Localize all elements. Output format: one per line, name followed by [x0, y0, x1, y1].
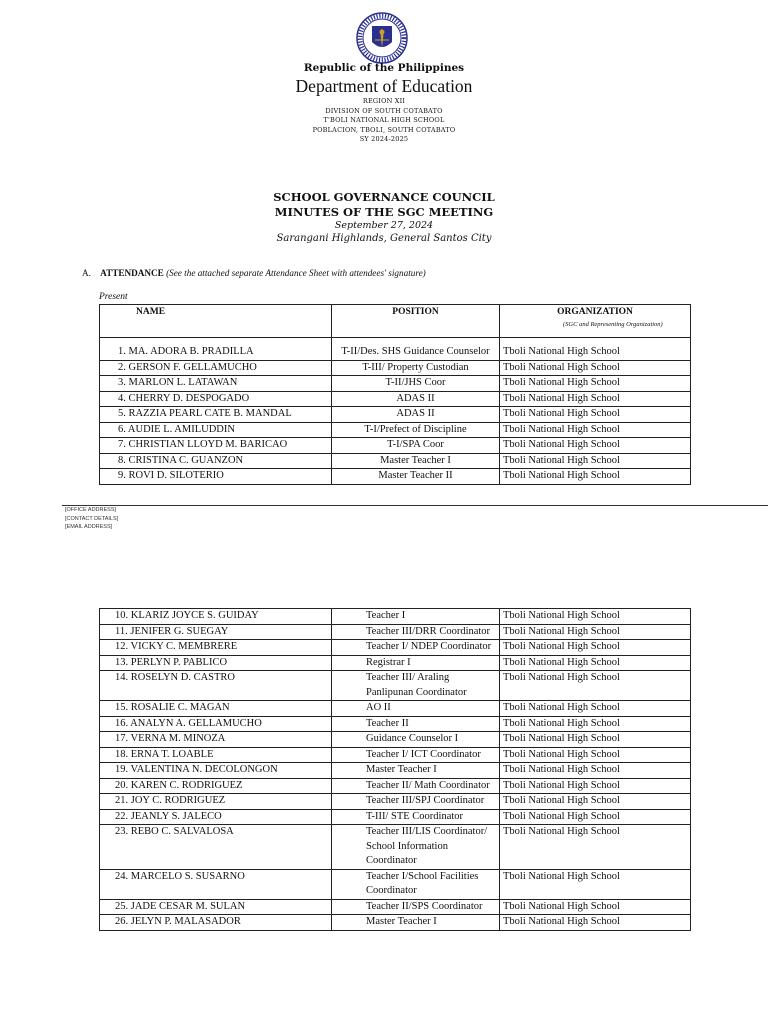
row-name-cell: 25. JADE CESAR M. SULAN [100, 899, 332, 915]
row-position-cell: ADAS II [332, 391, 500, 407]
table-row [100, 624, 691, 640]
school-year-line: SY 2024-2025 [359, 135, 409, 143]
table-row [100, 376, 691, 392]
row-position-cell: Teacher III/LIS Coordinator/ School Information Coordinator [332, 825, 500, 870]
row-position-cell: Teacher II/SPS Coordinator [332, 899, 500, 915]
row-organization-cell: Tboli National High School [500, 655, 691, 671]
row-organization-cell: Tboli National High School [500, 701, 691, 717]
row-position-cell: T-III/ Property Custodian [332, 360, 500, 376]
attendance-note: (See the attached separate Attendance Sheet with attendees' signature) [166, 268, 426, 278]
table-row [100, 869, 691, 899]
row-organization-cell: Tboli National High School [500, 763, 691, 779]
row-name-cell: 16. ANALYN A. GELLAMUCHO [100, 716, 332, 732]
row-organization-cell: Tboli National High School [500, 671, 691, 701]
row-organization-cell: Tboli National High School [500, 360, 691, 376]
row-name-cell: 10. KLARIZ JOYCE S. GUIDAY [100, 609, 332, 625]
row-name-cell: 13. PERLYN P. PABLICO [100, 655, 332, 671]
contact-details: [CONTACT DETAILS] [65, 515, 119, 522]
row-organization-cell: Tboli National High School [500, 609, 691, 625]
table-row [100, 899, 691, 915]
row-name-cell: 24. MARCELO S. SUSARNO [100, 869, 332, 899]
row-organization-cell: Tboli National High School [500, 732, 691, 748]
office-address: [OFFICE ADDRESS] [65, 507, 117, 513]
row-organization-cell: Tboli National High School [500, 809, 691, 825]
table-row [100, 809, 691, 825]
row-organization-cell: Tboli National High School [500, 869, 691, 899]
row-organization-cell: Tboli National High School [500, 747, 691, 763]
address-line: POBLACION, TBOLI, SOUTH COTABATO [312, 125, 456, 134]
present-label: Present [99, 292, 128, 302]
row-name-cell: 9. ROVI D. SILOTERIO [100, 469, 332, 485]
row-name-cell: 1. MA. ADORA B. PRADILLA [100, 338, 332, 361]
row-position-cell: Master Teacher I [332, 453, 500, 469]
table-row [100, 747, 691, 763]
row-name-cell: 3. MARLON L. LATAWAN [100, 376, 332, 392]
meeting-venue: Sarangani Highlands, General Santos City [276, 232, 492, 244]
row-position-cell: Registrar I [332, 655, 500, 671]
meeting-details [0, 220, 768, 245]
row-name-cell: 6. AUDIE L. AMILUDDIN [100, 422, 332, 438]
table-row [100, 655, 691, 671]
name-column-header: NAME [100, 305, 332, 338]
row-organization-cell: Tboli National High School [500, 899, 691, 915]
region-line: REGION XII [362, 97, 406, 105]
position-column-header: POSITION [332, 305, 500, 338]
row-position-cell: Teacher III/ Araling Panlipunan Coordinator [332, 671, 500, 701]
row-position-cell: Teacher I/ NDEP Coordinator [332, 640, 500, 656]
row-position-cell: Teacher I/School Facilities Coordinator [332, 869, 500, 899]
attendance-table-page2 [99, 608, 691, 931]
row-position-cell: T-III/ STE Coordinator [332, 809, 500, 825]
organization-header-label: ORGANIZATION [557, 307, 633, 317]
organization-header-sub: (SGC and Representing Organization) [563, 320, 663, 328]
row-organization-cell: Tboli National High School [500, 407, 691, 423]
row-position-cell: Teacher III/SPJ Coordinator [332, 794, 500, 810]
row-position-cell: Teacher I/ ICT Coordinator [332, 747, 500, 763]
table-row [100, 778, 691, 794]
school-line: T'BOLI NATIONAL HIGH SCHOOL [323, 116, 445, 124]
table-row [100, 360, 691, 376]
row-position-cell: Master Teacher I [332, 915, 500, 931]
table-row [100, 422, 691, 438]
row-name-cell: 19. VALENTINA N. DECOLONGON [100, 763, 332, 779]
row-name-cell: 26. JELYN P. MALASADOR [100, 915, 332, 931]
row-organization-cell: Tboli National High School [500, 778, 691, 794]
row-name-cell: 20. KAREN C. RODRIGUEZ [100, 778, 332, 794]
row-position-cell: Teacher II [332, 716, 500, 732]
table-row [100, 609, 691, 625]
row-position-cell: Master Teacher II [332, 469, 500, 485]
deped-seal-icon [356, 12, 408, 64]
row-position-cell: AO II [332, 701, 500, 717]
table-row [100, 794, 691, 810]
table-row [100, 716, 691, 732]
row-position-cell: T-II/Des. SHS Guidance Counselor [332, 338, 500, 361]
table-row [100, 391, 691, 407]
row-organization-cell: Tboli National High School [500, 915, 691, 931]
republic-heading: Republic of the Philippines [303, 62, 465, 74]
row-position-cell: T-I/Prefect of Discipline [332, 422, 500, 438]
meeting-date: September 27, 2024 [334, 220, 434, 231]
attendance-label: ATTENDANCE [100, 268, 164, 278]
department-heading: Department of Education [295, 76, 473, 96]
row-name-cell: 21. JOY C. RODRIGUEZ [100, 794, 332, 810]
division-line: DIVISION OF SOUTH COTABATO [325, 106, 443, 115]
document-title [0, 190, 768, 220]
row-name-cell: 4. CHERRY D. DESPOGADO [100, 391, 332, 407]
page-footer [65, 506, 118, 532]
row-position-cell: Teacher I [332, 609, 500, 625]
row-name-cell: 22. JEANLY S. JALECO [100, 809, 332, 825]
row-name-cell: 14. ROSELYN D. CASTRO [100, 671, 332, 701]
attendance-heading [82, 268, 426, 278]
table-row [100, 338, 691, 361]
row-position-cell: T-II/JHS Coor [332, 376, 500, 392]
row-position-cell: Guidance Counselor I [332, 732, 500, 748]
row-name-cell: 17. VERNA M. MINOZA [100, 732, 332, 748]
table-row [100, 825, 691, 870]
row-name-cell: 18. ERNA T. LOABLE [100, 747, 332, 763]
email-address: [EMAIL ADDRESS] [65, 524, 113, 530]
table-row [100, 407, 691, 423]
table-row [100, 469, 691, 485]
organization-column-header [500, 305, 691, 338]
title-line-2: MINUTES OF THE SGC MEETING [274, 205, 494, 219]
row-name-cell: 2. GERSON F. GELLAMUCHO [100, 360, 332, 376]
table-row [100, 763, 691, 779]
row-name-cell: 11. JENIFER G. SUEGAY [100, 624, 332, 640]
row-organization-cell: Tboli National High School [500, 338, 691, 361]
table-row [100, 438, 691, 454]
row-organization-cell: Tboli National High School [500, 469, 691, 485]
table-row [100, 671, 691, 701]
school-details [0, 97, 768, 145]
row-organization-cell: Tboli National High School [500, 376, 691, 392]
row-organization-cell: Tboli National High School [500, 438, 691, 454]
table-row [100, 915, 691, 931]
row-organization-cell: Tboli National High School [500, 640, 691, 656]
row-name-cell: 15. ROSALIE C. MAGAN [100, 701, 332, 717]
table-row [100, 732, 691, 748]
row-name-cell: 8. CRISTINA C. GUANZON [100, 453, 332, 469]
table-row [100, 453, 691, 469]
row-name-cell: 12. VICKY C. MEMBRERE [100, 640, 332, 656]
row-organization-cell: Tboli National High School [500, 624, 691, 640]
row-organization-cell: Tboli National High School [500, 453, 691, 469]
row-name-cell: 5. RAZZIA PEARL CATE B. MANDAL [100, 407, 332, 423]
attendance-table-page1 [99, 304, 691, 485]
row-position-cell: T-I/SPA Coor [332, 438, 500, 454]
footer-divider [62, 505, 768, 506]
table-row [100, 640, 691, 656]
table-row [100, 701, 691, 717]
row-position-cell: Teacher II/ Math Coordinator [332, 778, 500, 794]
row-position-cell: Teacher III/DRR Coordinator [332, 624, 500, 640]
row-position-cell: Master Teacher I [332, 763, 500, 779]
section-letter: A. [82, 268, 91, 278]
row-organization-cell: Tboli National High School [500, 391, 691, 407]
row-organization-cell: Tboli National High School [500, 716, 691, 732]
row-organization-cell: Tboli National High School [500, 825, 691, 870]
row-organization-cell: Tboli National High School [500, 794, 691, 810]
row-organization-cell: Tboli National High School [500, 422, 691, 438]
row-name-cell: 7. CHRISTIAN LLOYD M. BARICAO [100, 438, 332, 454]
row-name-cell: 23. REBO C. SALVALOSA [100, 825, 332, 870]
title-line-1: SCHOOL GOVERNANCE COUNCIL [273, 190, 495, 204]
row-position-cell: ADAS II [332, 407, 500, 423]
